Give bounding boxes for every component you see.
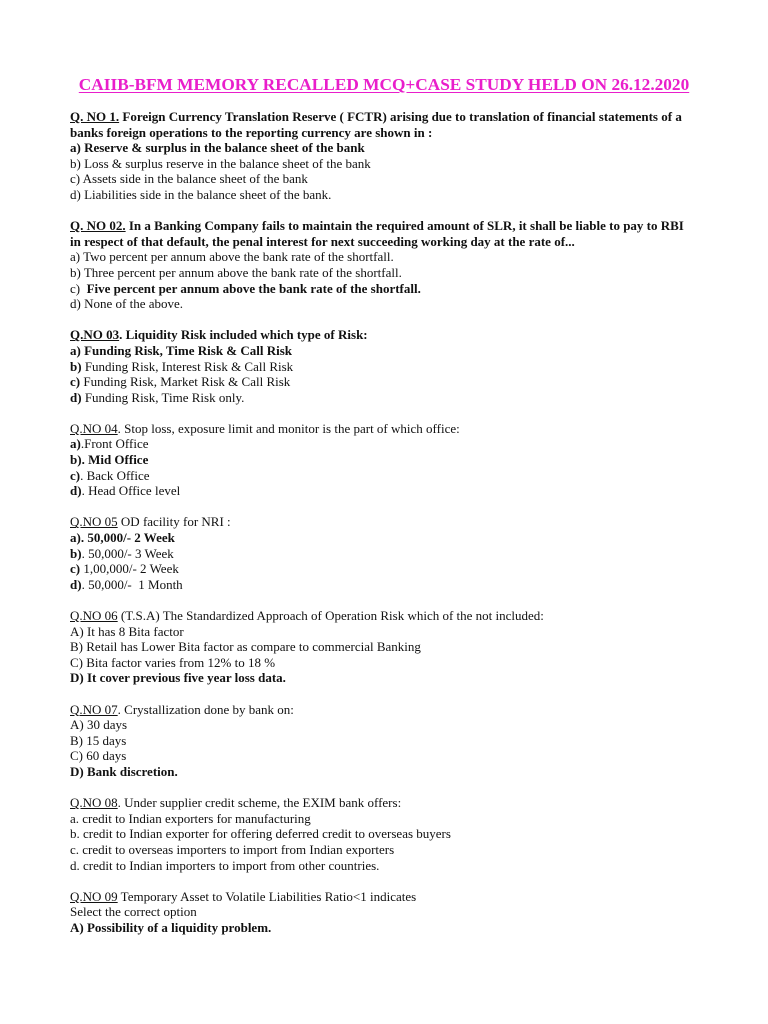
answer-option xyxy=(70,343,694,359)
option-marker: c) xyxy=(70,561,81,577)
answer-option xyxy=(70,468,694,484)
answer-option xyxy=(70,748,694,764)
option-text: Three percent per annum above the bank rate of the shortfall. xyxy=(80,264,402,280)
option-marker: b. xyxy=(70,826,80,842)
option-text: . Back Office xyxy=(80,467,150,483)
option-marker: c) xyxy=(70,171,81,187)
question-number: Q.NO 05 xyxy=(70,514,118,530)
question-instruction: Select the correct option xyxy=(70,904,197,920)
question-stem xyxy=(70,889,694,905)
option-text: 15 days xyxy=(83,732,127,748)
option-text: Funding Risk, Interest Risk & Call Risk xyxy=(81,358,294,374)
option-text: . 50,000/- 1 Month xyxy=(81,576,183,592)
question-block xyxy=(70,608,694,686)
option-marker: B) xyxy=(70,732,83,748)
option-marker: C) xyxy=(70,748,83,764)
answer-option xyxy=(70,187,694,203)
option-text: Reserve & surplus in the balance sheet of the bank xyxy=(80,140,365,156)
question-block xyxy=(70,889,694,936)
answer-option xyxy=(70,452,694,468)
question-number: Q. NO 02. xyxy=(70,218,126,234)
question-block xyxy=(70,421,694,499)
option-marker: c) xyxy=(70,280,81,296)
question-number: Q.NO 08 xyxy=(70,795,118,811)
question-stem xyxy=(70,327,694,343)
option-text: 1,00,000/- 2 Week xyxy=(80,561,179,577)
answer-option xyxy=(70,811,694,827)
option-text: . 50,000/- 3 Week xyxy=(81,545,174,561)
question-number: Q.NO 03 xyxy=(70,327,120,343)
option-text: Loss & surplus reserve in the balance sheet of the bank xyxy=(80,155,371,171)
option-marker: D) xyxy=(70,763,84,779)
answer-option xyxy=(70,670,694,686)
answer-option xyxy=(70,826,694,842)
answer-option xyxy=(70,655,694,671)
answer-option xyxy=(70,390,694,406)
question-text: Foreign Currency Translation Reserve ( FCTR) arising due to translation of financial statements of a banks foreign operations to the reporting currency are shown in : xyxy=(70,109,686,140)
option-marker: C) xyxy=(70,654,83,670)
question-stem xyxy=(70,218,694,249)
question-text: . Under supplier credit scheme, the EXIM bank offers: xyxy=(117,795,402,811)
answer-option xyxy=(70,436,694,452)
option-marker: A) xyxy=(70,919,84,935)
question-block xyxy=(70,327,694,405)
question-text: . Stop loss, exposure limit and monitor is the part of which office: xyxy=(117,420,460,436)
answer-option xyxy=(70,717,694,733)
answer-option xyxy=(70,546,694,562)
option-marker: b) xyxy=(70,264,81,280)
option-text: .Front Office xyxy=(80,436,149,452)
option-marker: B) xyxy=(70,639,83,655)
option-marker: a) xyxy=(70,436,81,452)
option-text: . Head Office level xyxy=(81,483,181,499)
option-marker: d) xyxy=(70,296,81,312)
option-marker: D) xyxy=(70,670,84,686)
answer-option xyxy=(70,561,694,577)
answer-option xyxy=(70,359,694,375)
question-stem xyxy=(70,702,694,718)
question-number: Q.NO 07 xyxy=(70,701,118,717)
option-marker: d) xyxy=(70,483,82,499)
option-text: Bita factor varies from 12% to 18 % xyxy=(83,654,276,670)
question-stem xyxy=(70,421,694,437)
option-marker: c) xyxy=(70,374,81,390)
option-text: Funding Risk, Market Risk & Call Risk xyxy=(80,374,291,390)
answer-option xyxy=(70,733,694,749)
option-marker: a) xyxy=(70,249,81,265)
question-text: . Liquidity Risk included which type of Risk: xyxy=(119,327,368,343)
option-marker: d) xyxy=(70,389,82,405)
option-text: Five percent per annum above the bank rate of the shortfall. xyxy=(80,280,421,296)
option-text: Liabilities side in the balance sheet of the bank. xyxy=(80,186,332,202)
question-stem xyxy=(70,514,694,530)
option-text: It cover previous five year loss data. xyxy=(83,670,286,686)
option-marker: b) xyxy=(70,545,82,561)
option-marker: c) xyxy=(70,467,81,483)
question-block xyxy=(70,795,694,873)
answer-option xyxy=(70,639,694,655)
option-text: Retail has Lower Bita factor as compare to commercial Banking xyxy=(83,639,421,655)
question-text: Temporary Asset to Volatile Liabilities Ratio<1 indicates xyxy=(117,888,417,904)
answer-option xyxy=(70,920,694,936)
option-marker: c. xyxy=(70,841,80,857)
answer-option xyxy=(70,577,694,593)
question-text: . Crystallization done by bank on: xyxy=(117,701,294,717)
option-text: . 50,000/- 2 Week xyxy=(80,530,175,546)
option-text: Two percent per annum above the bank rate of the shortfall. xyxy=(80,249,394,265)
option-marker: d) xyxy=(70,576,82,592)
option-text: Bank discretion. xyxy=(83,763,178,779)
question-text: (T.S.A) The Standardized Approach of Operation Risk which of the not included: xyxy=(117,608,544,623)
question-block xyxy=(70,218,694,312)
answer-option xyxy=(70,281,694,297)
answer-option xyxy=(70,140,694,156)
option-marker: d) xyxy=(70,186,81,202)
option-marker: b) xyxy=(70,452,82,468)
answer-option xyxy=(70,249,694,265)
option-text: 30 days xyxy=(83,717,128,733)
answer-option xyxy=(70,858,694,874)
question-stem xyxy=(70,608,694,624)
option-marker: a. xyxy=(70,810,80,826)
question-number: Q.NO 04 xyxy=(70,420,118,436)
answer-option xyxy=(70,624,694,640)
option-text: Possibility of a liquidity problem. xyxy=(83,919,272,935)
answer-option xyxy=(70,483,694,499)
answer-option xyxy=(70,265,694,281)
question-number: Q.NO 06 xyxy=(70,608,118,623)
option-text: Funding Risk, Time Risk only. xyxy=(81,389,245,405)
question-block xyxy=(70,702,694,780)
option-marker: a) xyxy=(70,530,81,546)
question-number: Q.NO 09 xyxy=(70,888,118,904)
option-text: credit to Indian exporter for offering deferred credit to overseas buyers xyxy=(79,826,451,842)
answer-option xyxy=(70,764,694,780)
option-marker: A) xyxy=(70,623,84,639)
option-marker: d. xyxy=(70,857,80,873)
option-marker: a) xyxy=(70,342,81,358)
answer-option xyxy=(70,296,694,312)
option-text: credit to Indian exporters for manufacturing xyxy=(79,810,311,826)
page-title: CAIIB-BFM MEMORY RECALLED MCQ+CASE STUDY HELD ON 26.12.2020 xyxy=(78,75,690,94)
option-text: credit to Indian importers to import from other countries. xyxy=(79,857,380,873)
option-text: Funding Risk, Time Risk & Call Risk xyxy=(80,342,293,358)
answer-option xyxy=(70,842,694,858)
option-text: credit to overseas importers to import from Indian exporters xyxy=(79,841,395,857)
answer-option xyxy=(70,171,694,187)
option-text: 60 days xyxy=(83,748,127,764)
question-number: Q. NO 1. xyxy=(70,109,120,124)
answer-option xyxy=(70,374,694,390)
option-marker: b) xyxy=(70,155,81,171)
question-text: In a Banking Company fails to maintain the required amount of SLR, it shall be liable to pay to RBI in respect of that default, the penal interest for next succeeding working day at the rate of... xyxy=(70,218,688,249)
option-text: Assets side in the balance sheet of the bank xyxy=(80,171,308,187)
answer-option xyxy=(70,156,694,172)
option-marker: a) xyxy=(70,140,81,156)
question-block xyxy=(70,514,694,592)
question-list xyxy=(70,109,694,951)
question-stem xyxy=(70,109,694,140)
question-text: OD facility for NRI : xyxy=(117,514,231,530)
option-marker: A) xyxy=(70,717,84,733)
option-marker: b) xyxy=(70,358,82,374)
answer-option xyxy=(70,530,694,546)
option-text: It has 8 Bita factor xyxy=(83,623,184,639)
option-text: . Mid Office xyxy=(81,452,149,468)
option-text: None of the above. xyxy=(80,296,184,312)
question-block xyxy=(70,109,694,203)
question-stem xyxy=(70,795,694,811)
